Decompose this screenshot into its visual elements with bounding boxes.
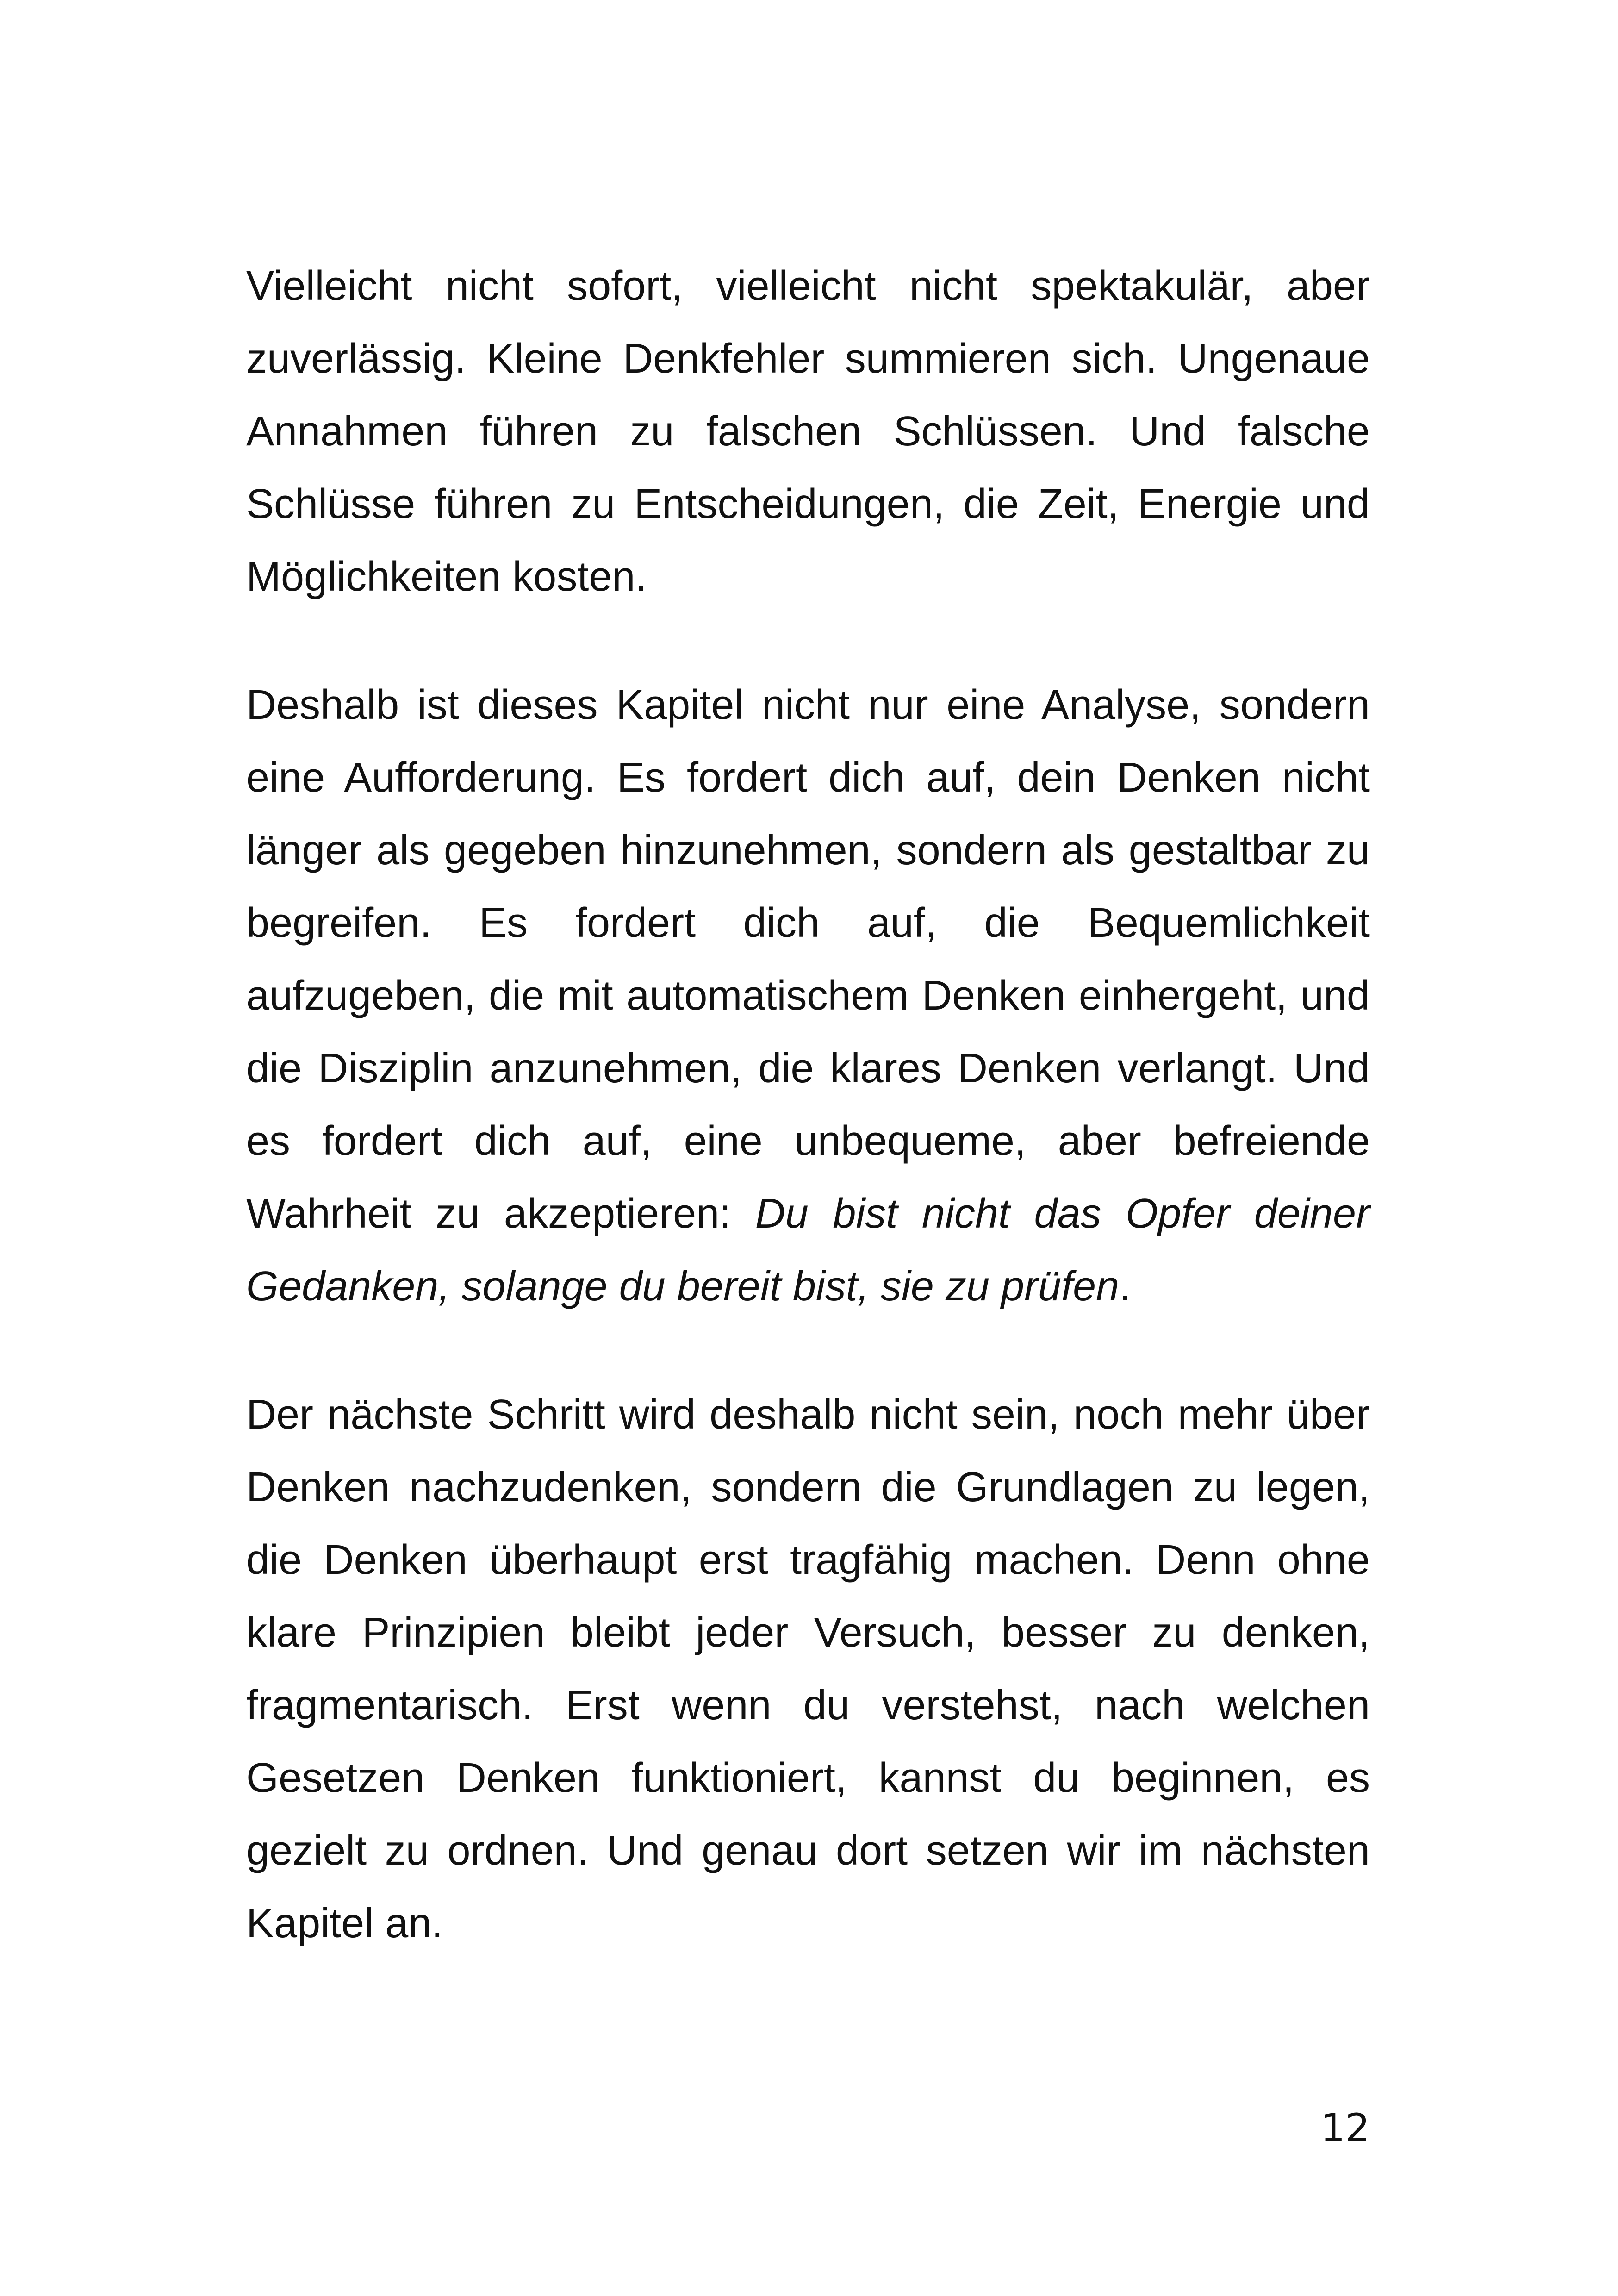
page-number: 12	[1320, 2105, 1370, 2151]
paragraph-3-text: Der nächste Schritt wird deshalb nicht sein, noch mehr über Denken nachzudenken, sondern die Grundlagen zu legen, die Denken überhaupt erst tragfähig machen. Denn ohne klare Prinzipien bleibt jeder Versuch, besser zu denken, fragmentarisch. Erst wenn du verstehst, nach welchen Gesetzen Denken funktioniert, kannst du beginnen, es gezielt zu ordnen. Und genau dort setzen wir im nächsten Kapitel an.	[246, 1391, 1370, 1947]
paragraph-2	[246, 669, 1370, 1323]
paragraph-2-text: Deshalb ist dieses Kapitel nicht nur eine Analyse, sondern eine Aufforderung. Es fordert dich auf, dein Denken nicht länger als gegeben hinzunehmen, sondern als gestaltbar zu begreifen. Es fordert dich auf, die Bequemlichkeit aufzugeben, die mit automatischem Denken einhergeht, und die Disziplin anzunehmen, die klares Denken verlangt. Und es fordert dich auf, eine unbequeme, aber befreiende Wahrheit zu akzeptieren:	[246, 682, 1370, 1237]
paragraph-1	[246, 250, 1370, 613]
paragraph-1-text: Vielleicht nicht sofort, vielleicht nicht spektakulär, aber zuverlässig. Kleine Denkfehler summieren sich. Ungenaue Annahmen führen zu falschen Schlüssen. Und falsche Schlüsse führen zu Entscheidungen, die Zeit, Energie und Möglichkeiten kosten.	[246, 263, 1370, 600]
paragraph-2-ending: .	[1119, 1263, 1131, 1310]
paragraph-3	[246, 1379, 1370, 1960]
italic-quote: Du bist nicht das Opfer deiner Gedanken, solange du bereit bist, sie zu prüfen	[246, 1191, 1370, 1310]
body-text	[246, 250, 1370, 1960]
